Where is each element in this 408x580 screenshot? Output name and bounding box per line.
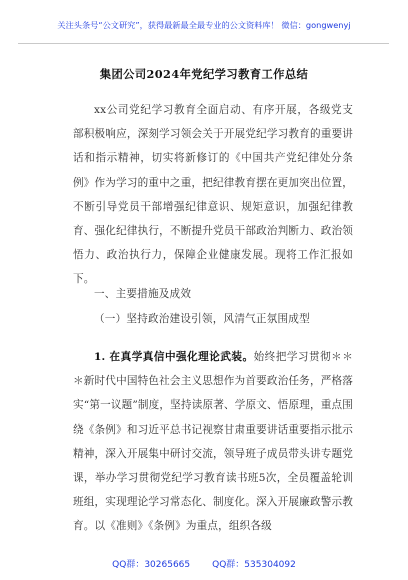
footer-qq-group-1: QQ群：30265665 [112, 560, 191, 570]
subsection-heading-1: （一）坚持政治建设引领，风清气正氛围成型 [94, 313, 310, 325]
item-1-paragraph [73, 345, 353, 539]
item-1-text: 始终把学习贯彻＊＊＊新时代中国特色社会主义思想作为首要政治任务，严格落实“第一议题”制度，坚持读原著、学原文、悟原理，重点围绕《条例》和习近平总书记视察甘肃重要讲话重要指示批示精神，深入开展集中研讨交流，领导班子成员带头讲专题党课，举办学习贯彻党纪学习教育读书班5次，全员覆盖轮训班组，实现理论学习常态化、制度化。深入开展廉政警示教育。以《准则》《条例》为重点，组织各级 [73, 351, 353, 533]
header-divider [18, 43, 389, 44]
footer-qq-group-2: QQ群：535304092 [212, 560, 296, 570]
intro-paragraph: xx公司党纪学习教育全面启动、有序开展，各级党支部积极响应，深刻学习领会关于开展党纪学习教育的重要讲话和指示精神，切实将新修订的《中国共产党纪律处分条例》作为学习的重中之重，把纪律教育摆在更加突出位置，不断引导党员干部增强纪律意识、规矩意识，加强纪律教育、强化纪律执行，不断提升党员干部政治判断力、政治领悟力、政治执行力，保障企业健康发展。现将工作汇报如下。 [73, 104, 353, 286]
header-promo-note: 关注头条号“公文研究”，获得最新最全最专业的公文资料库！ 微信：gongwenyj [57, 20, 351, 30]
item-1-lead: 1. 在真学真信中强化理论武装。 [94, 351, 254, 363]
document-title: 集团公司2024年党纪学习教育工作总结 [99, 67, 309, 81]
section-heading-1: 一、主要措施及成效 [94, 288, 192, 300]
footer-qq-groups [0, 557, 408, 570]
